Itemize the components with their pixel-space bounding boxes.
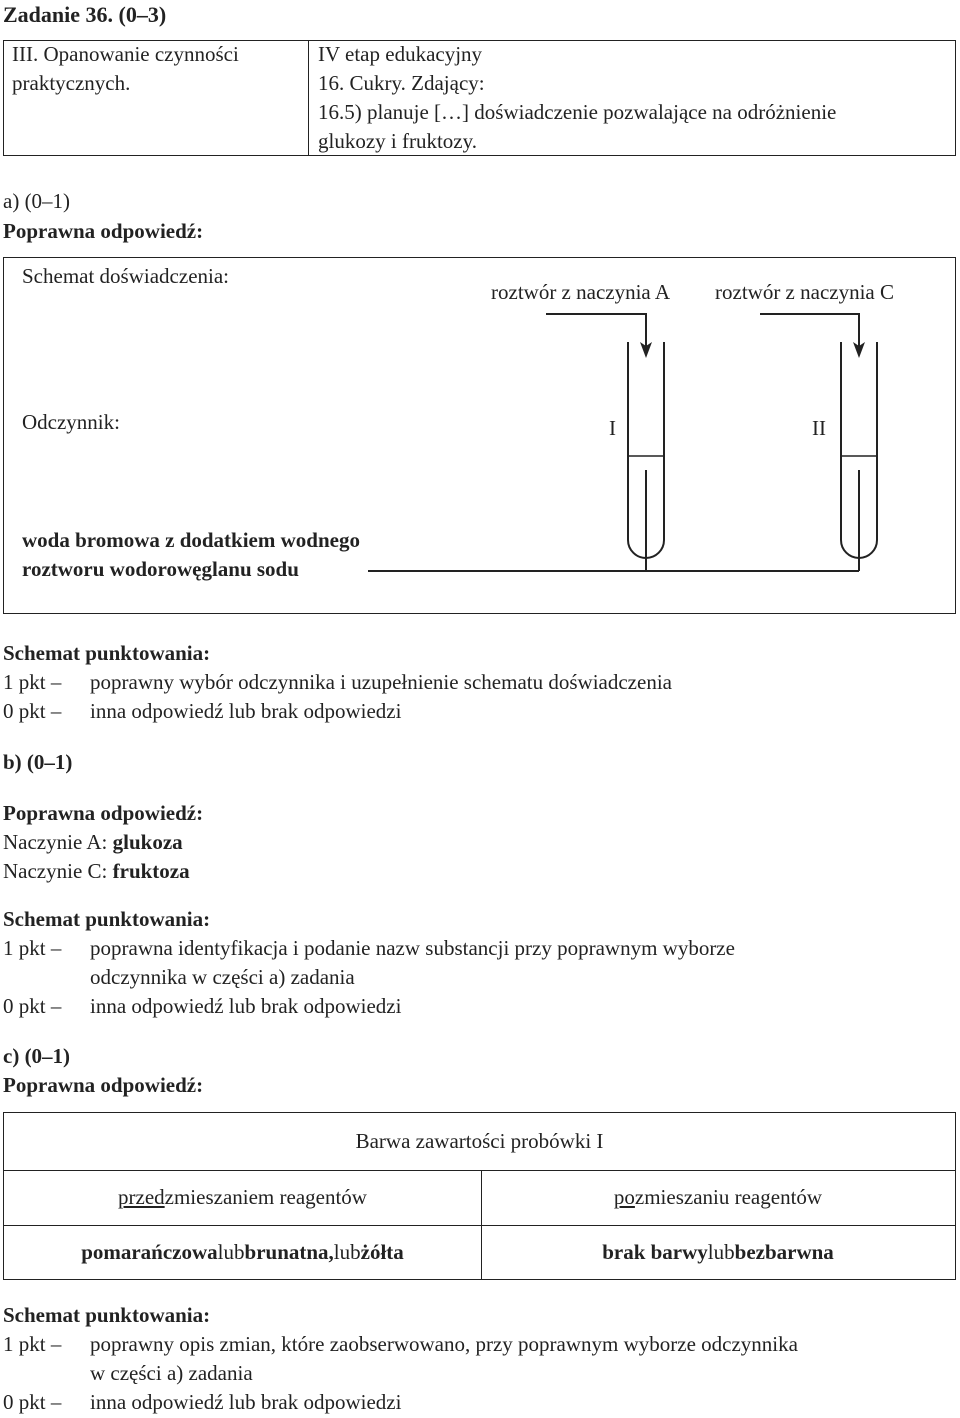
requirement-area-line-2: praktycznych. — [12, 71, 131, 95]
tube-2-label: II — [812, 416, 826, 440]
part-c-score-1-pts: 1 pkt – — [3, 1332, 62, 1356]
part-b-scoring-heading: Schemat punktowania: — [3, 907, 211, 931]
col-before-head-rest: zmieszaniem reagentów — [164, 1185, 367, 1209]
schema-title: Schemat doświadczenia: — [22, 264, 230, 288]
color-yellow: żółta — [360, 1240, 404, 1264]
col-after-head — [481, 1170, 955, 1225]
color-brown: brunatna, — [244, 1240, 334, 1264]
part-b-score-1-pts: 1 pkt – — [3, 936, 62, 960]
part-a-scoring-heading: Schemat punktowania: — [3, 641, 211, 665]
part-a-score-0-pts: 0 pkt – — [3, 699, 62, 723]
table-header: Barwa zawartości probówki I — [355, 1129, 604, 1153]
vessel-c-answer — [3, 861, 190, 882]
color-colorless: bezbarwna — [734, 1240, 834, 1264]
or-word: lub — [217, 1240, 245, 1264]
part-b-score-0-text: inna odpowiedź lub brak odpowiedzi — [90, 994, 402, 1018]
vessel-a-label: Naczynie A: — [3, 830, 113, 854]
color-none: brak barwy — [602, 1240, 708, 1264]
solution-c-label: roztwór z naczynia C — [715, 280, 895, 304]
arrow-a — [546, 314, 646, 354]
requirement-detail-line-4: glukozy i fruktozy. — [318, 129, 478, 153]
part-b-answer-heading: Poprawna odpowiedź: — [3, 801, 204, 825]
col-after-value — [481, 1225, 955, 1280]
tube-1-label: I — [609, 416, 616, 440]
arrow-c — [760, 314, 859, 354]
part-c-score-1-text-cont: w części a) zadania — [90, 1361, 253, 1385]
requirement-detail-line-3: 16.5) planuje […] doświadczenie pozwalające na odróżnienie — [318, 100, 837, 124]
or-word: lub — [333, 1240, 361, 1264]
reagent-line-2: roztworu wodorowęglanu sodu — [22, 557, 299, 581]
requirement-detail-line-2: 16. Cukry. Zdający: — [318, 71, 485, 95]
vessel-c-label: Naczynie C: — [3, 859, 113, 883]
part-a-label: a) (0–1) — [3, 189, 71, 213]
part-b-score-1-text-cont: odczynnika w części a) zadania — [90, 965, 355, 989]
col-before-head — [4, 1170, 481, 1225]
part-b-score-1-text: poprawna identyfikacja i podanie nazw substancji przy poprawnym wyborze — [90, 936, 735, 960]
part-a-score-1-text: poprawny wybór odczynnika i uzupełnienie schematu doświadczenia — [90, 670, 672, 694]
vessel-a-answer — [3, 832, 183, 853]
vessel-c-value: fruktoza — [112, 859, 190, 883]
part-c-score-1-text: poprawny opis zmian, które zaobserwowano, przy poprawnym wyborze odczynnika — [90, 1332, 798, 1356]
part-c-label: c) (0–1) — [3, 1044, 71, 1068]
col-after-head-rest: zmieszaniu reagentów — [634, 1185, 823, 1209]
vessel-a-value: glukoza — [112, 830, 183, 854]
col-after-head-u: po — [613, 1185, 635, 1209]
part-c-answer-heading: Poprawna odpowiedź: — [3, 1073, 204, 1097]
task-title: Zadanie 36. (0–3) — [3, 2, 167, 27]
part-c-scoring-heading: Schemat punktowania: — [3, 1303, 211, 1327]
part-a-answer-heading: Poprawna odpowiedź: — [3, 219, 204, 243]
requirement-area-line-1: III. Opanowanie czynności — [12, 42, 239, 66]
part-b-score-0-pts: 0 pkt – — [3, 994, 62, 1018]
color-orange: pomarańczowa — [81, 1240, 218, 1264]
or-word: lub — [707, 1240, 735, 1264]
part-a-score-0-text: inna odpowiedź lub brak odpowiedzi — [90, 699, 402, 723]
part-c-score-0-text: inna odpowiedź lub brak odpowiedzi — [90, 1390, 402, 1414]
color-table — [3, 1112, 956, 1280]
requirement-detail-line-1: IV etap edukacyjny — [318, 42, 483, 66]
reagent-line-1: woda bromowa z dodatkiem wodnego — [22, 528, 360, 552]
reagent-label: Odczynnik: — [22, 410, 120, 434]
part-b-label: b) (0–1) — [3, 750, 73, 774]
col-before-head-u: przed — [118, 1185, 165, 1209]
col-before-value — [4, 1225, 481, 1280]
solution-a-label: roztwór z naczynia A — [491, 280, 671, 304]
part-c-score-0-pts: 0 pkt – — [3, 1390, 62, 1414]
part-a-score-1-pts: 1 pkt – — [3, 670, 62, 694]
